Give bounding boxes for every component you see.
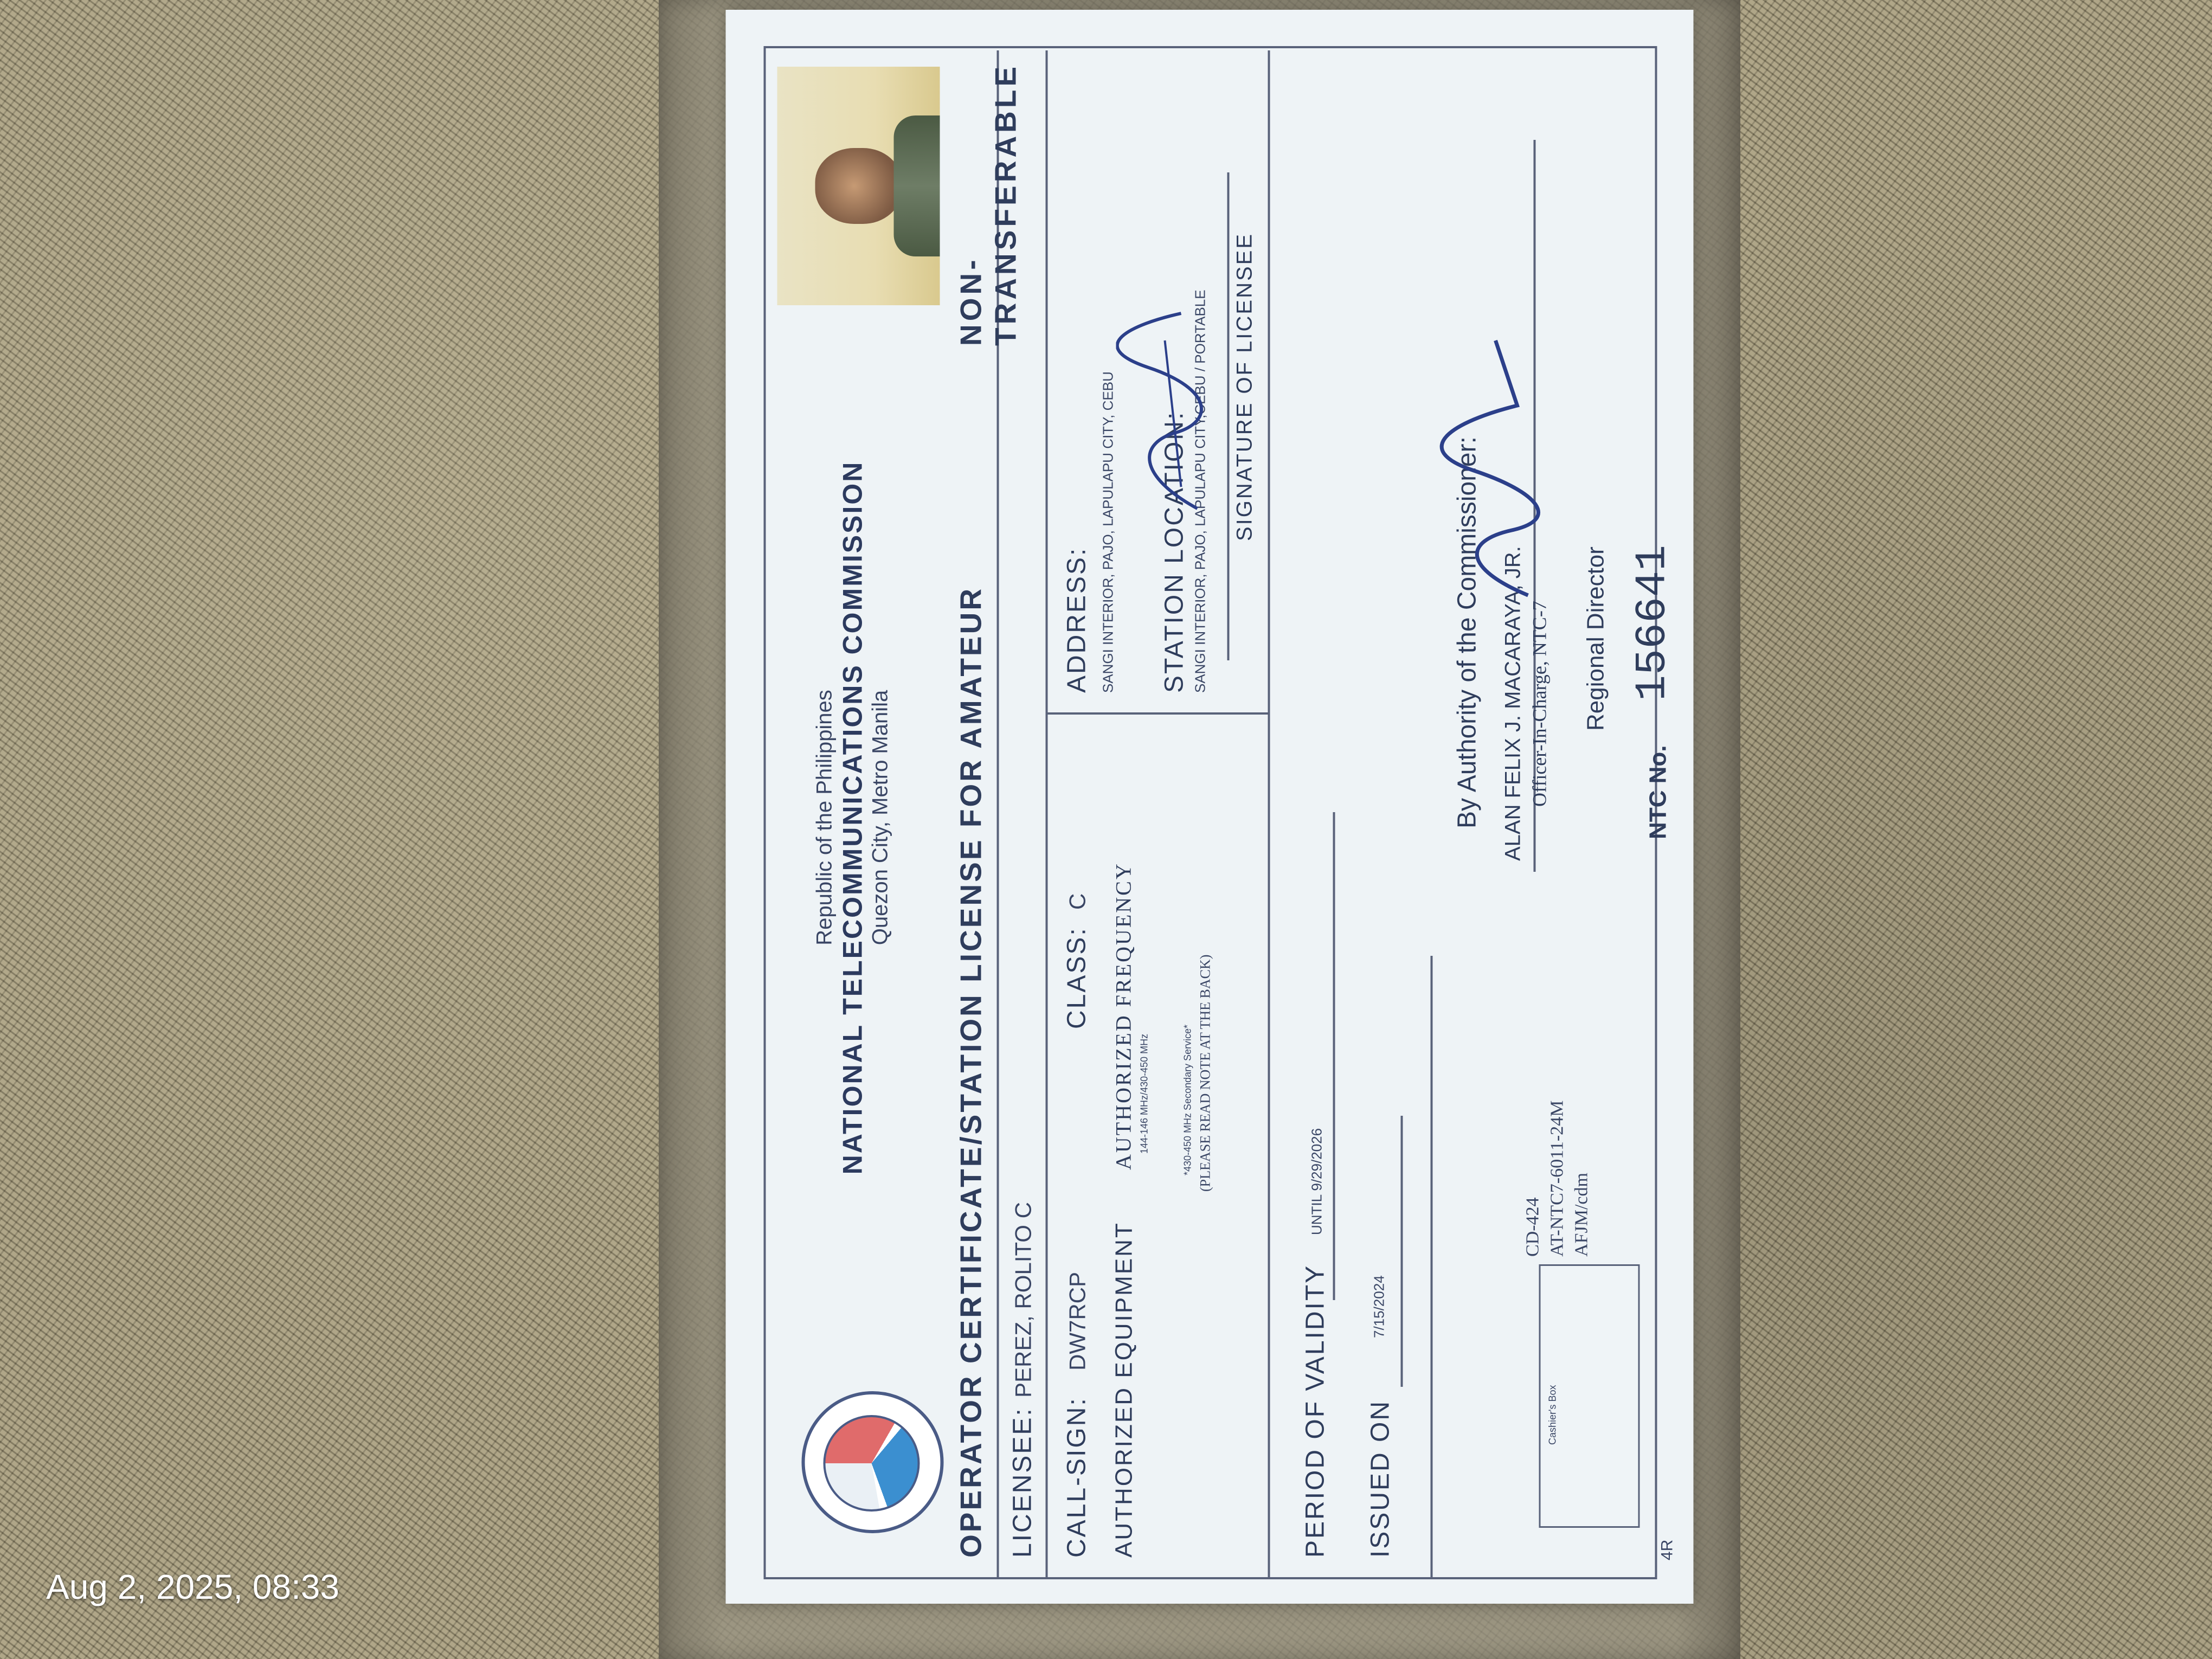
ntc-number-value: 156641 bbox=[1628, 544, 1677, 701]
authority-text: By Authority of the Commissioner: bbox=[1452, 436, 1481, 828]
issued-value: 7/15/2024 bbox=[1371, 1275, 1387, 1338]
commissioner-signature-drawing bbox=[1430, 330, 1549, 601]
signature-label: SIGNATURE OF LICENSEE bbox=[1232, 232, 1256, 541]
seal-emblem-icon bbox=[823, 1415, 919, 1512]
licensee-photo bbox=[777, 67, 940, 305]
corner-mark: 4R bbox=[1658, 1539, 1676, 1560]
licensee-divider bbox=[1045, 50, 1047, 1579]
callsign-label: CALL-SIGN: bbox=[1062, 1397, 1091, 1558]
licensee-signature-drawing bbox=[1116, 303, 1224, 519]
address-value: SANGI INTERIOR, PAJO, LAPULAPU CITY, CEBU bbox=[1099, 371, 1116, 693]
licensee-label: LICENSEE: bbox=[1008, 1407, 1037, 1558]
issued-label: ISSUED ON bbox=[1366, 1399, 1394, 1558]
station-location-value: SANGI INTERIOR, PAJO, LAPULAPU CITY,CEBU / PORTABLE bbox=[1192, 290, 1208, 693]
frequency-label: AUTHORIZED FREQUENCY bbox=[1111, 862, 1135, 1170]
period-value: UNTIL 9/29/2026 bbox=[1308, 1128, 1324, 1235]
photo-shirt-shape bbox=[893, 115, 940, 256]
agency-name: NATIONAL TELECOMMUNICATIONS COMMISSION bbox=[837, 460, 867, 1175]
frequency-value: 144-146 MHz/430-450 MHz bbox=[1139, 1033, 1149, 1154]
secondary-service-note: *430-450 MHz Secondary Service* bbox=[1182, 1024, 1193, 1175]
issued-underline bbox=[1400, 1116, 1403, 1387]
station-location-label: STATION LOCATION: bbox=[1160, 410, 1188, 693]
class-label: CLASS: bbox=[1062, 927, 1091, 1029]
code-at: AT-NTC7-6011-24M bbox=[1547, 1100, 1567, 1257]
stamp-title: Cashier's Box bbox=[1547, 1385, 1558, 1445]
address-label: ADDRESS: bbox=[1062, 546, 1091, 693]
signature-line bbox=[1227, 172, 1229, 660]
code-cd: CD-424 bbox=[1522, 1197, 1542, 1257]
callsign-value: DW7RCP bbox=[1064, 1271, 1090, 1371]
body-divider bbox=[1268, 50, 1270, 1579]
signatory-title: Officer-In-Charge, NTC-7 bbox=[1528, 601, 1550, 807]
licensee-value: PEREZ, ROLITO C bbox=[1010, 1202, 1036, 1398]
non-transferable-label: NON-TRANSFERABLE bbox=[954, 63, 1022, 346]
period-label: PERIOD OF VALIDITY bbox=[1301, 1264, 1329, 1558]
photo-face-shape bbox=[815, 148, 902, 224]
code-afjm: AFJM/cdm bbox=[1571, 1173, 1591, 1257]
ntc-number-label: NTC No. bbox=[1644, 745, 1671, 839]
card-header bbox=[812, 411, 892, 1224]
equipment-label: AUTHORIZED EQUIPMENT bbox=[1110, 1221, 1137, 1558]
cashier-stamp-box bbox=[1539, 1264, 1639, 1528]
regional-director-label: Regional Director bbox=[1582, 546, 1609, 731]
address-column-divider bbox=[1045, 712, 1268, 715]
license-card bbox=[725, 10, 1693, 1604]
license-title: OPERATOR CERTIFICATE/STATION LICENSE FOR AMATEUR bbox=[954, 586, 987, 1558]
back-note: (PLEASE READ NOTE AT THE BACK) bbox=[1197, 954, 1213, 1192]
republic-text: Republic of the Philippines bbox=[812, 690, 836, 946]
license-card-wrapper bbox=[725, 10, 1693, 1604]
class-value: C bbox=[1064, 893, 1090, 910]
validity-divider bbox=[1430, 956, 1432, 1579]
agency-city: Quezon City, Metro Manila bbox=[868, 690, 892, 946]
period-underline bbox=[1333, 812, 1335, 1300]
ntc-seal-logo bbox=[801, 1391, 943, 1533]
signatory-name: ALAN FELIX J. MACARAYA, JR. bbox=[1501, 546, 1525, 861]
photo-timestamp: Aug 2, 2025, 08:33 bbox=[46, 1567, 339, 1606]
